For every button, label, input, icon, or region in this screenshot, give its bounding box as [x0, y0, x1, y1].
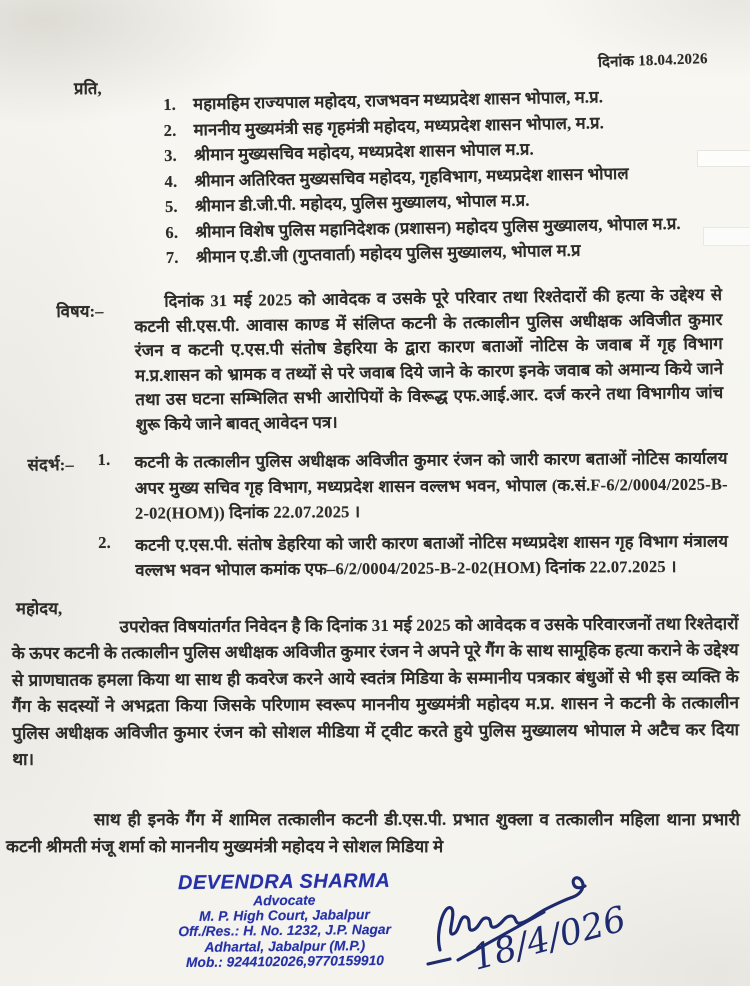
recipient-text: श्रीमान विशेष पुलिस महानिदेशक (प्रशासन) महोदय पुलिस मुख्यालय, भोपाल म.प्र.: [195, 213, 681, 241]
reference-item: [98, 446, 729, 527]
recipient-number: 6.: [165, 222, 179, 242]
recipient-text: श्रीमान ए.डी.जी (गुप्तवार्ता) महोदय पुलिस मुख्यालय, भोपाल म.प्र: [195, 240, 581, 267]
recipient-text: माननीय मुख्यमंत्री सह गृहमंत्री महोदय, मध्यप्रदेश शासन भोपाल, म.प्र.: [193, 112, 605, 139]
body-paragraph-1: उपरोक्त विषयांतर्गत निवेदन है कि दिनांक 31 मई 2025 को आवेदक व उसके परिवारजनों तथा रिश्तेदारों के ऊपर कटनी के तत्कालीन पुलिस अधीक्षक अविजीत कुमार रंजन ने अपने पूरे गैंग के साथ सामूहिक हत्या कराने के उद्देश्य से प्राणघातक हमला किया था साथ ही कवरेज करने आये स्वतंत्र मिडिया के सम्मानीय पत्रकार बंधुओं से भी इस व्यक्ति के गैंग के सदस्यों ने अभद्रता किया जिसके परिणाम स्वरूप माननीय मुख्यमंत्री महोदय म.प्र. शासन ने कटनी के तत्कालीन पुलिस अधीक्षक अविजीत कुमार रंजन को सोशल मीडिया में ट्वीट करते हुये पुलिस मुख्यालय भोपाल मे अटैच कर दिया था।: [11, 614, 740, 769]
reference-text: कटनी के तत्कालीन पुलिस अधीक्षक अविजीत कुमार रंजन को जारी कारण बताओं नोटिस कार्यालय अपर मुख्य सचिव गृह विभाग, मध्यप्रदेश शासन वल्लभ भवन, भोपाल (क.सं.F-6/2/0004/2025-B-2-02(HOM)) दिनांक 22.07.2025 ।: [134, 448, 728, 523]
addressee-label: प्रति,: [74, 79, 102, 98]
recipient-number: 4.: [164, 171, 178, 191]
reference-text: कटनी ए.एस.पी. संतोष डेहरिया को जारी कारण बताओं नोटिस मध्यप्रदेश शासन गृह विभाग मंत्रालय वल्लभ भवन भोपाल कमांक एफ–6/2/0004/2025-B-2-02(HOM) दिनांक 22.07.2025 ।: [135, 531, 729, 581]
reference-number: 2.: [98, 532, 112, 552]
reference-number: 1.: [97, 449, 111, 469]
recipient-text: महामहिम राज्यपाल महोदय, राजभवन मध्यप्रदेश शासन भोपाल, म.प्र.: [193, 87, 604, 114]
reference-label: संदर्भ:–: [27, 455, 74, 475]
recipient-number: 1.: [163, 94, 177, 114]
stamp-court: M. P. High Court, Jabalpur: [199, 907, 370, 925]
stamp-name: DEVENDRA SHARMA: [177, 869, 391, 895]
recipient-text: श्रीमान अतिरिक्त मुख्यसचिव महोदय, गृहविभाग, मध्यप्रदेश शासन भोपाल: [194, 163, 629, 190]
recipient-text: श्रीमान डी.जी.पी. महोदय, पुलिस मुख्यालय, भोपाल म.प्र.: [194, 190, 530, 216]
reference-section: [28, 446, 729, 591]
signature: [424, 866, 650, 980]
recipient-number: 3.: [163, 145, 178, 165]
recipient-number: 5.: [164, 196, 178, 216]
signature-date: 18/4/026: [467, 899, 631, 979]
body-paragraph-2: साथ ही इनके गैंग में शामिल तत्कालीन कटनी डी.एस.पी. प्रभात शुक्ला व तत्कालीन महिला थाना प्रभारी कटनी श्रीमती मंजू शर्मा को माननीय मुख्यमंत्री महोदय ने सोशल मिडिया मे: [6, 810, 740, 856]
reference-item: [98, 528, 728, 584]
signature-flourish: [428, 959, 450, 964]
recipient-number: 7.: [165, 247, 179, 267]
recipient-number: 2.: [163, 120, 177, 140]
stamp-mobile: Mob.: 9244102026,9770159910: [185, 952, 384, 970]
stamp-address-2: Adhartal, Jabalpur (M.P.): [204, 937, 366, 955]
letter-date: दिनांक 18.04.2026: [598, 51, 709, 71]
advocate-stamp: [111, 869, 457, 971]
recipient-list: [163, 82, 743, 271]
subject-label: विषय:–: [56, 301, 104, 322]
stamp-title: Advocate: [253, 892, 316, 909]
reference-list: [98, 446, 729, 584]
recipient-text: श्रीमान मुख्यसचिव महोदय, मध्यप्रदेश शासन भोपाल म.प्र.: [193, 139, 534, 165]
salutation: महोदय,: [16, 599, 63, 618]
subject-text: दिनांक 31 मई 2025 को आवेदक व उसके पूरे परिवार तथा रिश्तेदारों की हत्या के उद्देश्य से कटनी सी.एस.पी. आवास काण्ड में संलिप्त कटनी के तत्कालीन पुलिस अधीक्षक अविजीत कुमार रंजन व कटनी ए.एस.पी संतोष डेहरिया के द्वारा कारण बताओं नोटिस के जवाब में गृह विभाग म.प्र.शासन को भ्रामक व तथ्यों से परे जवाब दिये जाने के कारण इनके जवाब को अमान्य किये जाने तथा उस घटना सम्भिलित सभी आरोपियों के विरूद्ध एफ.आई.आर. दर्ज करने तथा विभागीय जांच शुरू किये जाने बावत् आवेदन पत्र।: [134, 284, 724, 435]
subject-section: [56, 283, 724, 439]
stamp-address-1: Off./Res.: H. No. 1232, J.P. Nagar: [178, 922, 392, 940]
